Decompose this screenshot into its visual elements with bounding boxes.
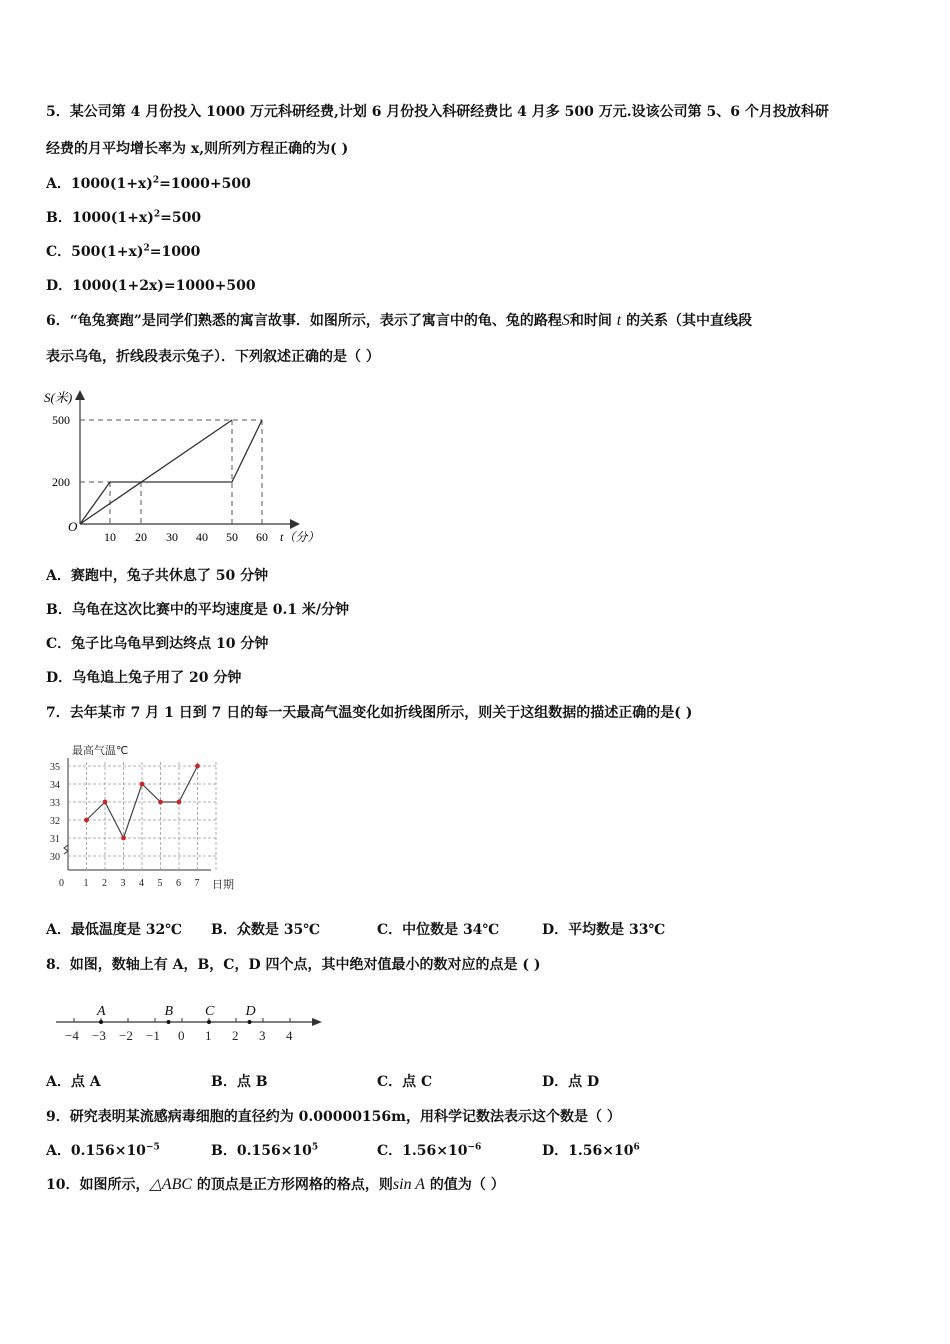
q6-y-axis-arrow	[75, 390, 85, 400]
q7-data-point	[121, 836, 126, 841]
q6-distance-time-graph	[40, 384, 330, 554]
q7-y-tick-label: 35	[50, 762, 60, 773]
q7-x-tick-label: 7	[194, 878, 200, 889]
q8-point-label: C	[205, 1004, 215, 1019]
q6-x-tick-30: 30	[166, 530, 178, 544]
q6-x-axis-arrow	[290, 519, 300, 529]
q8-point-label: A	[97, 1004, 106, 1019]
q8-number-line	[50, 998, 330, 1048]
q7-data-point	[84, 818, 89, 823]
q9-option-a: A．$0.156\times 10^{-5}$	[46, 1142, 160, 1159]
q8-point-b	[167, 1020, 171, 1024]
q7-y-tick-label: 34	[50, 780, 60, 791]
q8-point-label: B	[164, 1004, 174, 1019]
q7-y-tick-label: 33	[50, 798, 60, 809]
q5-option-d: D．1000(1+2x)=1000+500	[46, 278, 256, 294]
q6-origin-label: O	[68, 519, 78, 534]
q8-option-c: C．点 C	[377, 1074, 433, 1090]
q10-stem: 10．如图所示，△ABC 的顶点是正方形网格的格点，则sin A 的值为（ ）	[46, 1176, 505, 1193]
q6-y-axis-label: S(米)	[44, 390, 73, 405]
q6-stem-line2: 表示乌龟，折线段表示兔子）．下列叙述正确的是（ ）	[46, 349, 380, 365]
q7-x-tick-label: 5	[157, 878, 163, 889]
q5-option-a: A．$1000(1+x)^2=1000+500$	[46, 175, 251, 192]
q5-option-c: C．$500(1+x)^2=1000$	[46, 243, 201, 260]
q8-tick-label: −1	[146, 1028, 160, 1043]
q6-x-tick-10: 10	[104, 530, 116, 544]
q7-data-point	[140, 782, 145, 787]
q7-chart-xlabel: 日期	[212, 878, 234, 891]
q6-option-a: A．赛跑中，兔子共休息了 50 分钟	[46, 568, 269, 584]
q8-tick-label: 1	[205, 1028, 212, 1043]
q8-tick-label: 4	[286, 1028, 293, 1043]
q6-x-tick-40: 40	[196, 530, 208, 544]
q6-option-b: B．乌龟在这次比赛中的平均速度是 0.1 米/分钟	[46, 602, 350, 618]
q6-stem-line1: 6．“龟兔赛跑”是同学们熟悉的寓言故事．如图所示，表示了寓言中的龟、兔的路程S和时间 t 的关系（其中直线段	[46, 312, 753, 329]
q6-y-tick-200: 200	[52, 475, 70, 489]
q10-triangle-math: △ABC	[149, 1176, 193, 1193]
q7-x-tick-label: 1	[83, 878, 89, 889]
q8-tick-label: −4	[65, 1028, 79, 1043]
q5-stem-line1: 5．某公司第 4 月份投入 1000 万元科研经费,计划 6 月份投入科研经费比 4 月多 500 万元.设该公司第 5、6 个月投放科研	[46, 104, 829, 120]
q8-axis-arrow	[312, 1018, 322, 1026]
q7-y-tick-label: 30	[50, 852, 60, 863]
q7-data-point	[103, 800, 108, 805]
q8-option-d: D．点 D	[542, 1074, 600, 1090]
q7-y-tick-label: 31	[50, 834, 60, 845]
q7-data-point	[158, 800, 163, 805]
q7-x-tick-label: 6	[176, 878, 181, 889]
q7-option-a: A．最低温度是 32℃	[46, 922, 182, 938]
q6-x-axis-label: t（分）	[280, 530, 320, 544]
q8-point-a	[99, 1020, 103, 1024]
q7-axis-break-icon	[64, 845, 68, 854]
q8-tick-label: −3	[92, 1028, 106, 1043]
q8-point-c	[207, 1020, 211, 1024]
q8-tick-label: 2	[232, 1028, 239, 1043]
q8-option-b: B．点 B	[211, 1074, 268, 1090]
q7-x-tick-label: 4	[139, 878, 144, 889]
q8-tick-label: −2	[119, 1028, 133, 1043]
q8-point-label: D	[245, 1004, 256, 1019]
q8-option-a: A．点 A	[46, 1074, 101, 1090]
q7-x-tick-label: 0	[59, 878, 64, 889]
q7-x-tick-label: 2	[102, 878, 107, 889]
q9-option-c: C．$1.56\times 10^{-6}$	[377, 1142, 482, 1159]
q6-option-d: D．乌龟追上兔子用了 20 分钟	[46, 670, 242, 686]
q7-data-point	[177, 800, 182, 805]
q9-option-b: B．$0.156\times 10^5$	[211, 1142, 319, 1159]
q8-tick-label: 0	[178, 1028, 185, 1043]
q7-x-tick-label: 3	[120, 878, 126, 889]
q6-x-tick-50: 50	[226, 530, 238, 544]
q7-option-c: C．中位数是 34℃	[377, 922, 500, 938]
q7-temperature-line-chart	[46, 740, 246, 900]
q7-chart-title: 最高气温℃	[72, 744, 129, 757]
q6-hare-polyline	[80, 420, 262, 524]
q6-x-tick-20: 20	[135, 530, 147, 544]
q10-sin-math: sin A	[392, 1176, 426, 1193]
q5-stem-line2: 经费的月平均增长率为 x,则所列方程正确的为( )	[46, 141, 349, 157]
q7-y-tick-label: 32	[50, 816, 60, 827]
q9-stem: 9．研究表明某流感病毒细胞的直径约为 0.00000156m，用科学记数法表示这个数是（ ）	[46, 1109, 621, 1125]
q7-stem: 7．去年某市 7 月 1 日到 7 日的每一天最高气温变化如折线图所示，则关于这组数据的描述正确的是( )	[46, 705, 693, 721]
q6-x-tick-60: 60	[256, 530, 268, 544]
q9-option-d: D．$1.56\times 10^6$	[542, 1142, 640, 1159]
q7-option-b: B．众数是 35℃	[211, 922, 320, 938]
q6-y-tick-500: 500	[52, 413, 70, 427]
q6-tortoise-line	[80, 420, 232, 524]
q8-stem: 8．如图，数轴上有 A，B，C，D 四个点，其中绝对值最小的数对应的点是 ( )	[46, 957, 541, 973]
q7-data-point	[195, 764, 200, 769]
q8-tick-label: 3	[259, 1028, 266, 1043]
q5-option-b: B．$1000(1+x)^2=500$	[46, 209, 202, 226]
q8-point-d	[248, 1020, 252, 1024]
q7-option-d: D．平均数是 33℃	[542, 922, 666, 938]
q6-option-c: C．兔子比乌龟早到达终点 10 分钟	[46, 636, 269, 652]
